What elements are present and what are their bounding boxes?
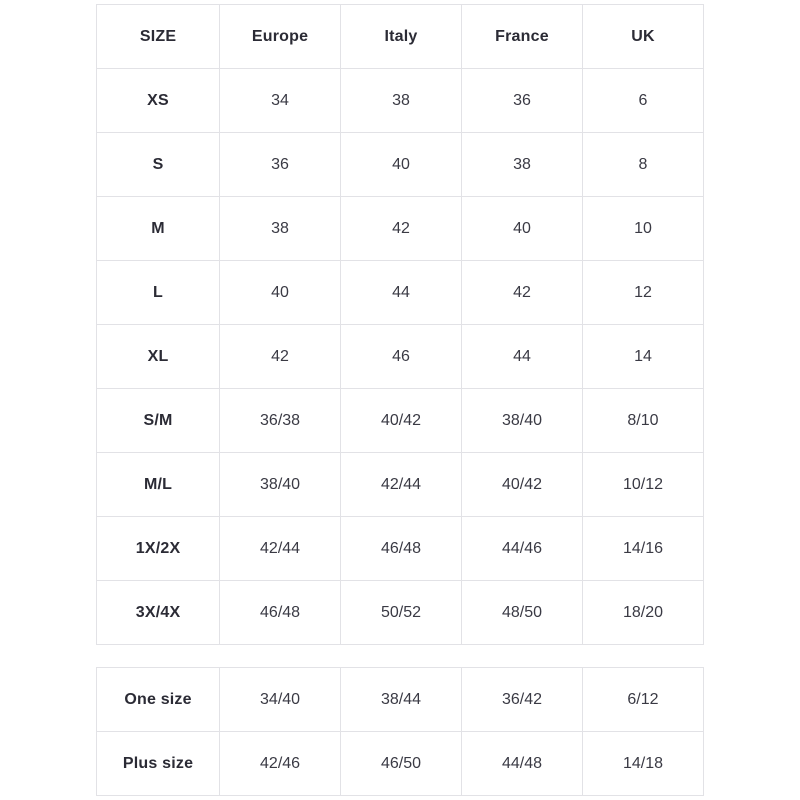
row-label: L xyxy=(97,261,220,325)
cell-italy: 44 xyxy=(341,261,462,325)
cell-france: 44/46 xyxy=(462,517,583,581)
table-row xyxy=(97,133,704,197)
cell-europe: 34/40 xyxy=(220,668,341,732)
cell-uk: 8 xyxy=(582,133,703,197)
cell-france: 44/48 xyxy=(462,732,583,796)
cell-italy: 38 xyxy=(341,69,462,133)
cell-uk: 6 xyxy=(582,69,703,133)
table-row xyxy=(97,325,704,389)
cell-europe: 36/38 xyxy=(220,389,341,453)
table-row xyxy=(97,261,704,325)
row-label: XL xyxy=(97,325,220,389)
cell-italy: 42 xyxy=(341,197,462,261)
cell-italy: 46 xyxy=(341,325,462,389)
cell-italy: 40/42 xyxy=(341,389,462,453)
column-header-france: France xyxy=(462,5,583,69)
cell-italy: 40 xyxy=(341,133,462,197)
row-label: 3X/4X xyxy=(97,581,220,645)
cell-uk: 14 xyxy=(582,325,703,389)
column-header-europe: Europe xyxy=(220,5,341,69)
table-header-row xyxy=(97,5,704,69)
main-size-table-head xyxy=(97,5,704,69)
cell-italy: 38/44 xyxy=(341,668,462,732)
cell-uk: 10 xyxy=(582,197,703,261)
table-row xyxy=(97,197,704,261)
column-header-uk: UK xyxy=(582,5,703,69)
cell-uk: 18/20 xyxy=(582,581,703,645)
cell-france: 44 xyxy=(462,325,583,389)
row-label: M/L xyxy=(97,453,220,517)
row-label: S/M xyxy=(97,389,220,453)
column-header-italy: Italy xyxy=(341,5,462,69)
table-row xyxy=(97,453,704,517)
row-label: XS xyxy=(97,69,220,133)
row-label: S xyxy=(97,133,220,197)
cell-france: 36 xyxy=(462,69,583,133)
combined-size-table xyxy=(96,667,704,796)
cell-france: 40 xyxy=(462,197,583,261)
cell-uk: 10/12 xyxy=(582,453,703,517)
cell-italy: 46/50 xyxy=(341,732,462,796)
cell-europe: 46/48 xyxy=(220,581,341,645)
cell-italy: 42/44 xyxy=(341,453,462,517)
table-row xyxy=(97,668,704,732)
row-label: 1X/2X xyxy=(97,517,220,581)
main-size-table-container xyxy=(96,4,704,645)
main-size-table xyxy=(96,4,704,645)
cell-europe: 40 xyxy=(220,261,341,325)
cell-france: 38/40 xyxy=(462,389,583,453)
combined-size-table-body xyxy=(97,668,704,796)
cell-europe: 38/40 xyxy=(220,453,341,517)
cell-uk: 14/16 xyxy=(582,517,703,581)
cell-uk: 14/18 xyxy=(582,732,703,796)
table-row xyxy=(97,69,704,133)
cell-europe: 34 xyxy=(220,69,341,133)
cell-europe: 38 xyxy=(220,197,341,261)
row-label: Plus size xyxy=(97,732,220,796)
column-header-size: SIZE xyxy=(97,5,220,69)
table-row xyxy=(97,581,704,645)
cell-france: 40/42 xyxy=(462,453,583,517)
table-row xyxy=(97,517,704,581)
cell-italy: 46/48 xyxy=(341,517,462,581)
table-row xyxy=(97,732,704,796)
cell-france: 48/50 xyxy=(462,581,583,645)
main-size-table-body xyxy=(97,69,704,645)
table-row xyxy=(97,389,704,453)
cell-europe: 36 xyxy=(220,133,341,197)
cell-uk: 12 xyxy=(582,261,703,325)
cell-france: 36/42 xyxy=(462,668,583,732)
cell-uk: 8/10 xyxy=(582,389,703,453)
cell-europe: 42 xyxy=(220,325,341,389)
cell-uk: 6/12 xyxy=(582,668,703,732)
cell-france: 42 xyxy=(462,261,583,325)
row-label: M xyxy=(97,197,220,261)
cell-europe: 42/44 xyxy=(220,517,341,581)
row-label: One size xyxy=(97,668,220,732)
cell-europe: 42/46 xyxy=(220,732,341,796)
combined-size-table-container xyxy=(96,667,704,796)
cell-italy: 50/52 xyxy=(341,581,462,645)
cell-france: 38 xyxy=(462,133,583,197)
